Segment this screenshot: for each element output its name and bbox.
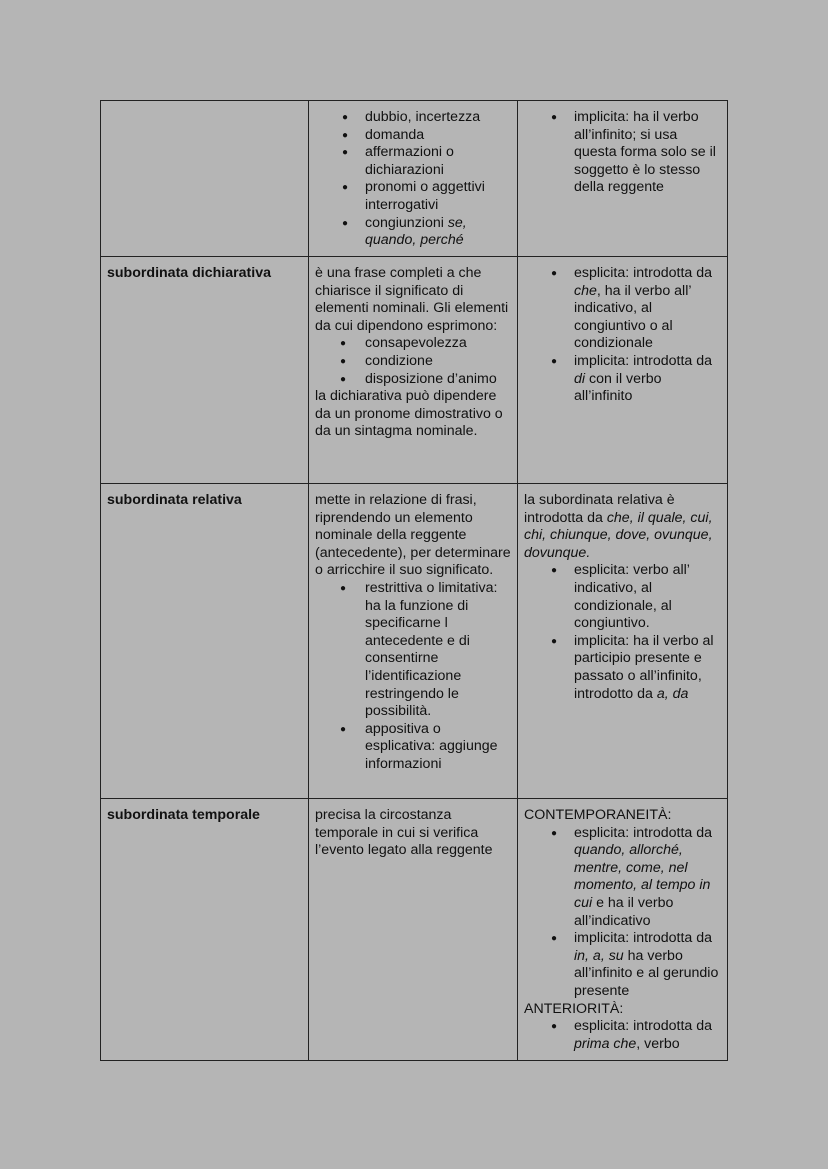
forms-cell xyxy=(518,799,728,1061)
description-cell xyxy=(309,484,518,799)
bullet-list xyxy=(524,562,721,703)
bullet-list xyxy=(315,335,511,388)
description-cell xyxy=(309,799,518,1061)
list-item: ● dubbio, incertezza xyxy=(315,109,511,127)
list-item: ● implicita: ha il verbo all’infinito; si usa questa forma solo se il soggetto è lo stesso della reggente xyxy=(524,109,721,197)
table-row xyxy=(101,799,728,1061)
row-label: subordinata relativa xyxy=(107,492,242,508)
row-label-cell xyxy=(101,257,309,484)
bullet-list xyxy=(524,109,721,197)
list-item: ● affermazioni o dichiarazioni xyxy=(315,144,511,179)
section-heading: CONTEMPORANEITÀ: xyxy=(524,807,672,823)
list-item: ● restrittiva o limitativa: ha la funzione di specificarne l antecedente e di consentirne l’identificazione restringendo le possibilità. xyxy=(315,580,511,721)
row-label-cell xyxy=(101,484,309,799)
list-item: ● disposizione d’animo xyxy=(315,371,511,389)
grammar-table xyxy=(100,100,728,1061)
description-intro: mette in relazione di frasi, riprendendo un elemento nominale della reggente (antecedente), per determinare o arricchire il suo significato. xyxy=(315,492,511,579)
table-row xyxy=(101,257,728,484)
list-item: ● appositiva o esplicativa: aggiunge informazioni xyxy=(315,721,511,774)
bullet-list xyxy=(524,1018,721,1053)
row-label: subordinata temporale xyxy=(107,807,260,823)
bullet-list xyxy=(524,265,721,406)
section-heading: ANTERIORITÀ: xyxy=(524,1000,624,1017)
list-item: ● esplicita: introdotta da prima che, verbo xyxy=(524,1018,721,1053)
forms-cell xyxy=(518,257,728,484)
forms-cell xyxy=(518,484,728,799)
list-item: ● congiunzioni se, quando, perché xyxy=(315,215,511,250)
list-item: ● condizione xyxy=(315,353,511,371)
list-item: ● domanda xyxy=(315,127,511,145)
list-item: ● pronomi o aggettivi interrogativi xyxy=(315,179,511,214)
description-outro: la dichiarativa può dipendere da un pronome dimostrativo o da un sintagma nominale. xyxy=(315,388,503,440)
list-item: ● esplicita: verbo all’ indicativo, al condizionale, al congiuntivo. xyxy=(524,562,721,632)
table-row xyxy=(101,484,728,799)
bullet-list xyxy=(315,580,511,774)
list-item: ● implicita: ha il verbo al participio presente e passato o all’infinito, introdotto da a, da xyxy=(524,633,721,703)
row-label-cell xyxy=(101,101,309,257)
bullet-list xyxy=(315,109,511,250)
forms-cell xyxy=(518,101,728,257)
row-label-cell xyxy=(101,799,309,1061)
list-item: ● esplicita: introdotta da che, ha il verbo all’ indicativo, al congiuntivo o al condizionale xyxy=(524,265,721,353)
list-item: ● esplicita: introdotta da quando, allorché, mentre, come, nel momento, al tempo in cui e ha il verbo all’indicativo xyxy=(524,825,721,931)
table-row xyxy=(101,101,728,257)
description-intro: è una frase completi a che chiarisce il significato di elementi nominali. Gli elementi da cui dipendono esprimono: xyxy=(315,265,509,334)
description-cell xyxy=(309,257,518,484)
row-label: subordinata dichiarativa xyxy=(107,265,271,281)
forms-intro: la subordinata relativa è introdotta da che, il quale, cui, chi, chiunque, dove, ovunque, dovunque. xyxy=(524,492,713,561)
list-item: ● implicita: introdotta da in, a, su ha verbo all’infinito e al gerundio presente xyxy=(524,930,721,1000)
bullet-list xyxy=(524,825,721,1001)
description-cell xyxy=(309,101,518,257)
list-item: ● implicita: introdotta da di con il verbo all’infinito xyxy=(524,353,721,406)
list-item: ● consapevolezza xyxy=(315,335,511,353)
description-text: precisa la circostanza temporale in cui si verifica l’evento legato alla reggente xyxy=(315,807,493,859)
